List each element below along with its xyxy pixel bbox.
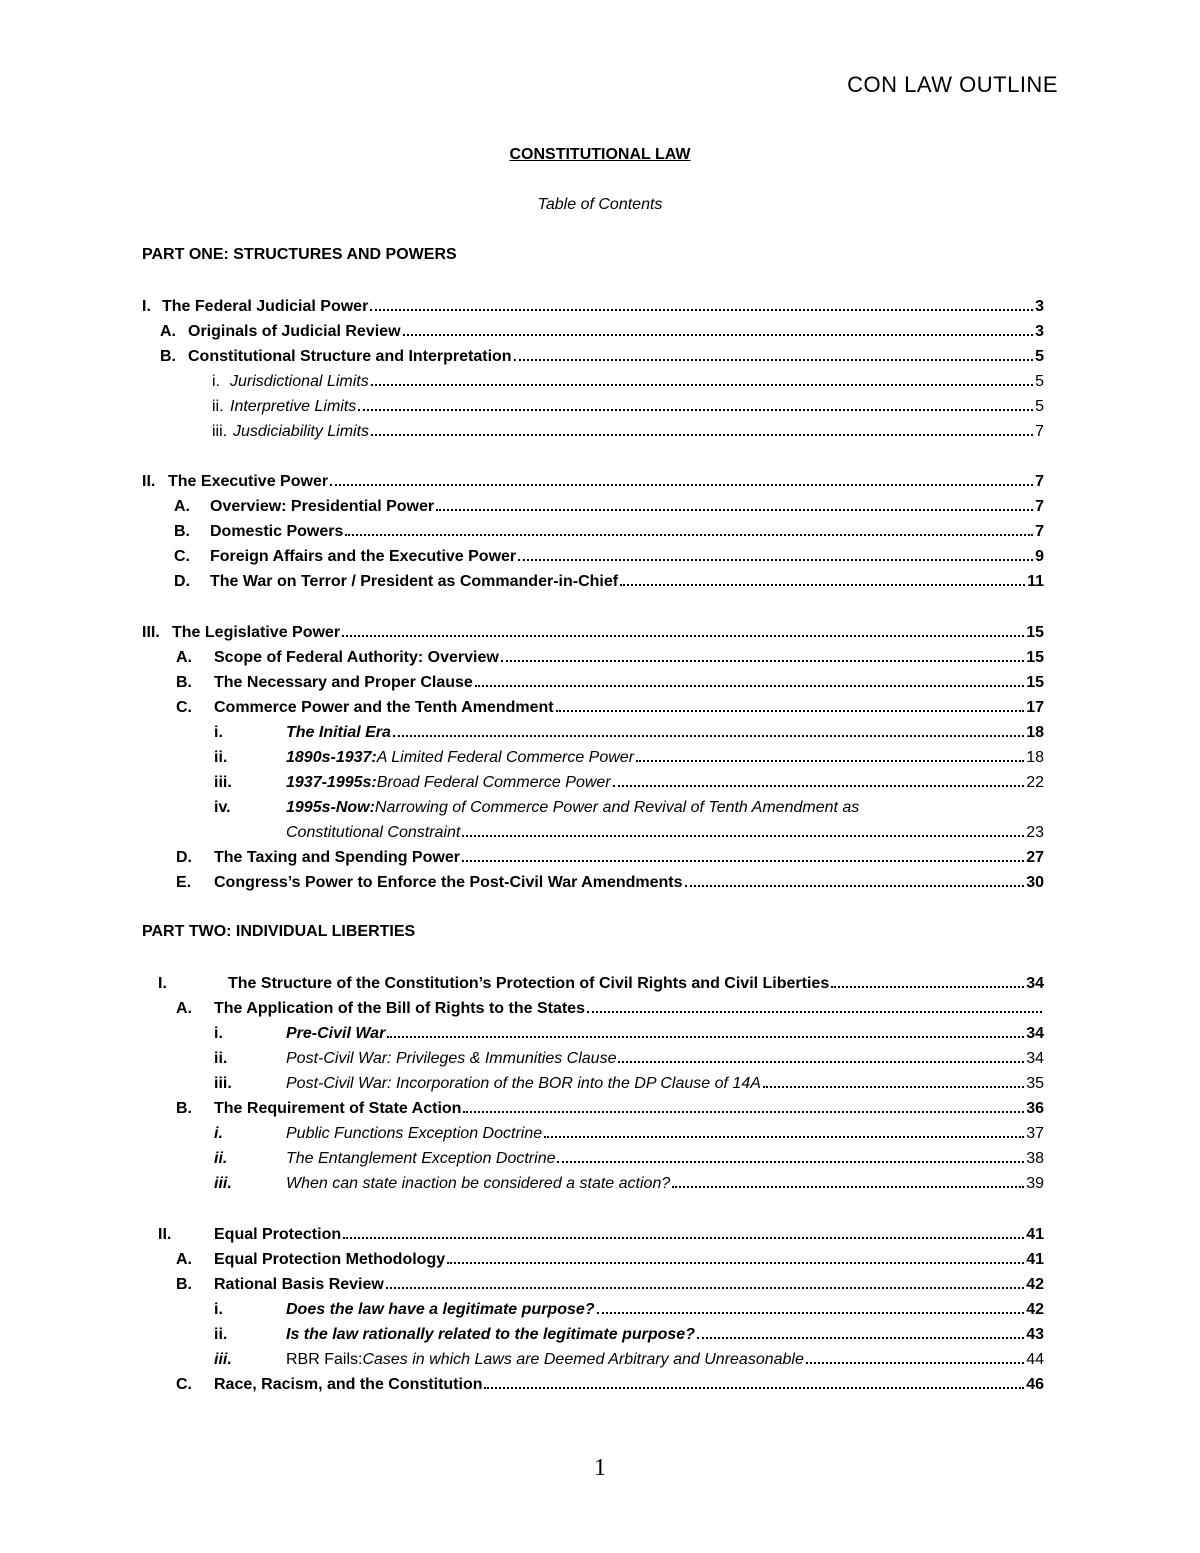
- toc-entry-rational-basis-review[interactable]: [176, 1274, 1044, 1296]
- toc-entry-number: A.: [174, 498, 190, 515]
- dot-leader: [763, 1086, 1024, 1088]
- toc-entry-title: Constitutional Constraint: [286, 824, 461, 841]
- toc-entry-number: C.: [174, 548, 190, 565]
- dot-leader: [544, 1136, 1024, 1138]
- document-subtitle: Table of Contents: [537, 196, 663, 213]
- toc-entry-title: Public Functions Exception Doctrine: [286, 1125, 543, 1142]
- toc-entry-page: 23: [1026, 824, 1044, 841]
- toc-entry-page: 30: [1026, 874, 1044, 891]
- toc-entry-page: 37: [1026, 1125, 1044, 1142]
- toc-entry-title: The Legislative Power: [172, 624, 341, 641]
- dot-leader: [387, 1036, 1024, 1038]
- toc-entry-title: When can state inaction be considered a state action?: [286, 1175, 671, 1192]
- page-number: 1: [594, 1455, 606, 1481]
- toc-entry-page: 35: [1026, 1075, 1044, 1092]
- toc-entry-number: B.: [176, 1100, 192, 1117]
- toc-entry-page: 22: [1026, 774, 1044, 791]
- toc-entry-number: iii.: [214, 1351, 232, 1368]
- toc-entry-page: 7: [1035, 498, 1044, 515]
- toc-entry-title: Is the law rationally related to the legitimate purpose?: [286, 1326, 695, 1343]
- dot-leader: [371, 434, 1033, 436]
- toc-entry-the-necessary-and-proper-clause[interactable]: [176, 672, 1044, 694]
- toc-entry-lead: 1890s-1937:: [286, 749, 377, 766]
- toc-entry-title: The Requirement of State Action: [214, 1100, 462, 1117]
- toc-entry-the-initial-era[interactable]: [214, 722, 1044, 744]
- toc-entry-page: 15: [1026, 624, 1044, 641]
- toc-entry-number: II.: [142, 473, 156, 490]
- dot-leader: [557, 1161, 1024, 1163]
- toc-entry-equal-protection-methodology[interactable]: [176, 1249, 1044, 1271]
- dot-leader: [436, 509, 1033, 511]
- toc-entry-title: Pre-Civil War: [286, 1025, 386, 1042]
- toc-entry-page: 44: [1026, 1351, 1044, 1368]
- toc-entry-number: D.: [174, 573, 190, 590]
- toc-entry-number: A.: [176, 1251, 192, 1268]
- dot-leader: [371, 384, 1033, 386]
- toc-entry-page: 5: [1035, 398, 1044, 415]
- dot-leader: [672, 1186, 1024, 1188]
- toc-entry-number: iii.: [214, 1175, 232, 1192]
- document-title: CONSTITUTIONAL LAW: [509, 146, 691, 163]
- toc-entry-title: Post-Civil War: Incorporation of the BOR into the DP Clause of 14A: [286, 1075, 761, 1092]
- toc-entry-overview-presidential-power[interactable]: [174, 496, 1044, 518]
- toc-entry-the-structure-of-the-constitution-s-prot[interactable]: [158, 973, 1044, 995]
- toc-entry-when-can-state-inaction-be-considered-a-[interactable]: [214, 1173, 1044, 1195]
- dot-leader: [462, 860, 1024, 862]
- dot-leader: [342, 635, 1024, 637]
- toc-entry-number: C.: [176, 699, 192, 716]
- dot-leader: [620, 584, 1025, 586]
- toc-entry-congress-s-power-to-enforce-the-post-civ[interactable]: [176, 872, 1044, 894]
- toc-entry-title: The Executive Power: [168, 473, 329, 490]
- toc-entry-the-taxing-and-spending-power[interactable]: [176, 847, 1044, 869]
- dot-leader: [685, 885, 1025, 887]
- toc-entry-jurisdictional-limits[interactable]: [212, 371, 1044, 393]
- toc-entry-domestic-powers[interactable]: [174, 521, 1044, 543]
- dot-leader: [393, 735, 1024, 737]
- toc-entry-page: 27: [1026, 849, 1044, 866]
- toc-entry-page: 3: [1035, 323, 1044, 340]
- toc-entry-title: Equal Protection Methodology: [214, 1251, 446, 1268]
- toc-entry-does-the-law-have-a-legitimate-purpose[interactable]: [214, 1299, 1044, 1321]
- dot-leader: [403, 334, 1034, 336]
- toc-entry-title: Does the law have a legitimate purpose?: [286, 1301, 595, 1318]
- toc-entry-page: 34: [1026, 1050, 1044, 1067]
- toc-entry-page: 39: [1026, 1175, 1044, 1192]
- dot-leader: [345, 534, 1033, 536]
- toc-entry-number: i.: [214, 1301, 223, 1318]
- toc-entry-number: B.: [176, 674, 192, 691]
- toc-entry-title: The Taxing and Spending Power: [214, 849, 460, 866]
- toc-entry-pre-civil-war[interactable]: [214, 1023, 1044, 1045]
- toc-entry-title: The Federal Judicial Power: [162, 298, 369, 315]
- toc-entry-page: 34: [1026, 1025, 1044, 1042]
- toc-entry-is-the-law-rationally-related-to-the-leg[interactable]: [214, 1324, 1044, 1346]
- toc-entry-number: ii.: [214, 749, 228, 766]
- toc-entry-number: B.: [176, 1276, 192, 1293]
- toc-entry-cases-in-which-laws-are-deemed-arbitrary[interactable]: [214, 1349, 1044, 1371]
- dot-leader: [343, 1237, 1024, 1239]
- toc-entry-title: Jurisdictional Limits: [230, 373, 369, 390]
- toc-entry-lead: RBR Fails:: [286, 1351, 363, 1368]
- toc-entry-the-requirement-of-state-action[interactable]: [176, 1098, 1044, 1120]
- toc-entry-the-legislative-power[interactable]: [142, 622, 1044, 644]
- toc-entry-page: 15: [1026, 649, 1044, 666]
- toc-entry-narrowing-of-commerce-power-and-revival-[interactable]: [214, 797, 859, 819]
- toc-entry-page: 15: [1026, 674, 1044, 691]
- part-two-heading: PART TWO: INDIVIDUAL LIBERTIES: [142, 923, 416, 940]
- toc-entry-title: Equal Protection: [214, 1226, 342, 1243]
- toc-entry-constitutional-constraint[interactable]: [214, 822, 1044, 844]
- toc-entry-page: 41: [1026, 1251, 1044, 1268]
- toc-entry-page: 18: [1026, 749, 1044, 766]
- toc-entry-the-executive-power[interactable]: [142, 471, 1044, 493]
- dot-leader: [831, 986, 1024, 988]
- dot-leader: [447, 1262, 1024, 1264]
- toc-entry-title: Congress’s Power to Enforce the Post-Civil War Amendments: [214, 874, 683, 891]
- toc-entry-post-civil-war-privileges-immunities-cla[interactable]: [214, 1048, 1044, 1070]
- toc-entry-page: 36: [1026, 1100, 1044, 1117]
- toc-entry-number: iii.: [212, 423, 228, 440]
- toc-entry-public-functions-exception-doctrine[interactable]: [214, 1123, 1044, 1145]
- toc-entry-number: A.: [176, 1000, 192, 1017]
- toc-entry-number: ii.: [214, 1326, 228, 1343]
- dot-leader: [514, 359, 1034, 361]
- toc-entry-lead: 1995s-Now:: [286, 799, 375, 816]
- toc-entry-title: Constitutional Structure and Interpretation: [188, 348, 512, 365]
- toc-entry-page: 38: [1026, 1150, 1044, 1167]
- dot-leader: [484, 1387, 1024, 1389]
- toc-entry-title: The War on Terror / President as Commander-in-Chief: [210, 573, 619, 590]
- toc-entry-title: Race, Racism, and the Constitution: [214, 1376, 483, 1393]
- toc-entry-number: ii.: [214, 1050, 228, 1067]
- toc-entry-title: Narrowing of Commerce Power and Revival of Tenth Amendment as: [374, 799, 860, 816]
- toc-entry-number: D.: [176, 849, 192, 866]
- toc-entry-the-war-on-terror-president-as-commander[interactable]: [174, 571, 1044, 593]
- toc-entry-title: Originals of Judicial Review: [188, 323, 401, 340]
- toc-entry-constitutional-structure-and-interpretat[interactable]: [160, 346, 1044, 368]
- toc-entry-number: B.: [160, 348, 176, 365]
- toc-entry-title: Cases in which Laws are Deemed Arbitrary and Unreasonable: [362, 1351, 804, 1368]
- toc-entry-number: I.: [158, 975, 167, 992]
- toc-entry-jusdiciability-limits[interactable]: [212, 421, 1044, 443]
- toc-entry-number: i.: [214, 1125, 223, 1142]
- toc-entry-page: 42: [1026, 1301, 1044, 1318]
- dot-leader: [618, 1061, 1024, 1063]
- toc-entry-page: 43: [1026, 1326, 1044, 1343]
- toc-entry-interpretive-limits[interactable]: [212, 396, 1044, 418]
- toc-entry-title: Jusdiciability Limits: [233, 423, 370, 440]
- dot-leader: [597, 1312, 1025, 1314]
- dot-leader: [358, 409, 1033, 411]
- toc-entry-post-civil-war-incorporation-of-the-bor-[interactable]: [214, 1073, 1044, 1095]
- toc-entry-page: 11: [1027, 573, 1044, 590]
- toc-entry-number: ii.: [212, 398, 224, 415]
- toc-entry-the-application-of-the-bill-of-rights-to[interactable]: [176, 998, 1044, 1020]
- toc-entry-title: Broad Federal Commerce Power: [376, 774, 611, 791]
- dot-leader: [462, 835, 1024, 837]
- toc-entry-page: 5: [1035, 348, 1044, 365]
- running-header: CON LAW OUTLINE: [847, 72, 1058, 97]
- dot-leader: [330, 484, 1033, 486]
- dot-leader: [806, 1362, 1024, 1364]
- toc-entry-number: B.: [174, 523, 190, 540]
- toc-entry-page: 42: [1026, 1276, 1044, 1293]
- toc-entry-title: Commerce Power and the Tenth Amendment: [214, 699, 554, 716]
- toc-entry-page: 5: [1035, 373, 1044, 390]
- toc-entry-number: iv.: [214, 799, 231, 816]
- dot-leader: [386, 1287, 1024, 1289]
- toc-entry-title: The Initial Era: [286, 724, 391, 741]
- toc-entry-number: i.: [214, 1025, 223, 1042]
- toc-entry-title: Overview: Presidential Power: [210, 498, 435, 515]
- toc-entry-title: The Entanglement Exception Doctrine: [286, 1150, 556, 1167]
- toc-entry-page: 17: [1026, 699, 1044, 716]
- toc-entry-page: 7: [1035, 423, 1044, 440]
- toc-entry-race-racism-and-the-constitution[interactable]: [176, 1374, 1044, 1396]
- toc-entry-scope-of-federal-authority-overview[interactable]: [176, 647, 1044, 669]
- dot-leader: [613, 785, 1025, 787]
- toc-entry-foreign-affairs-and-the-executive-power[interactable]: [174, 546, 1044, 568]
- dot-leader: [370, 309, 1033, 311]
- toc-entry-title: The Structure of the Constitution’s Protection of Civil Rights and Civil Liberties: [228, 975, 830, 992]
- toc-entry-title: Scope of Federal Authority: Overview: [214, 649, 499, 666]
- toc-entry-page: 7: [1035, 473, 1044, 490]
- toc-entry-title: Interpretive Limits: [230, 398, 357, 415]
- toc-entry-number: i.: [212, 373, 220, 390]
- toc-entry-broad-federal-commerce-power[interactable]: [214, 772, 1044, 794]
- part-one-heading: PART ONE: STRUCTURES AND POWERS: [142, 246, 457, 263]
- dot-leader: [475, 685, 1024, 687]
- dot-leader: [636, 760, 1024, 762]
- toc-entry-the-federal-judicial-power[interactable]: [142, 296, 1044, 318]
- toc-entry-page: 34: [1026, 975, 1044, 992]
- toc-entry-page: 9: [1035, 548, 1044, 565]
- toc-entry-number: E.: [176, 874, 192, 891]
- dot-leader: [556, 710, 1025, 712]
- toc-entry-the-entanglement-exception-doctrine[interactable]: [214, 1148, 1044, 1170]
- toc-entry-page: 41: [1026, 1226, 1044, 1243]
- toc-entry-title: A Limited Federal Commerce Power: [376, 749, 635, 766]
- toc-entry-title: The Necessary and Proper Clause: [214, 674, 473, 691]
- toc-entry-originals-of-judicial-review[interactable]: [160, 321, 1044, 343]
- toc-entry-title: Post-Civil War: Privileges & Immunities Clause: [286, 1050, 617, 1067]
- toc-entry-number: I.: [142, 298, 151, 315]
- toc-entry-page: 18: [1026, 724, 1044, 741]
- toc-entry-title: The Application of the Bill of Rights to the States: [214, 1000, 585, 1017]
- toc-entry-number: II.: [158, 1226, 172, 1243]
- toc-entry-number: i.: [214, 724, 223, 741]
- toc-entry-title: Rational Basis Review: [214, 1276, 384, 1293]
- dot-leader: [587, 1011, 1042, 1013]
- toc-entry-title: Foreign Affairs and the Executive Power: [210, 548, 517, 565]
- toc-entry-title: Domestic Powers: [210, 523, 344, 540]
- dot-leader: [697, 1337, 1024, 1339]
- toc-entry-commerce-power-and-the-tenth-amendment[interactable]: [176, 697, 1044, 719]
- dot-leader: [463, 1111, 1024, 1113]
- toc-entry-lead: 1937-1995s:: [286, 774, 377, 791]
- toc-entry-number: A.: [176, 649, 192, 666]
- toc-entry-number: ii.: [214, 1150, 228, 1167]
- toc-entry-page: 3: [1035, 298, 1044, 315]
- toc-entry-number: A.: [160, 323, 176, 340]
- toc-entry-number: iii.: [214, 1075, 232, 1092]
- toc-entry-number: III.: [142, 624, 160, 641]
- dot-leader: [518, 559, 1033, 561]
- toc-entry-page: 7: [1035, 523, 1044, 540]
- toc-entry-number: C.: [176, 1376, 192, 1393]
- toc-entry-page: 46: [1026, 1376, 1044, 1393]
- dot-leader: [501, 660, 1024, 662]
- toc-entry-a-limited-federal-commerce-power[interactable]: [214, 747, 1044, 769]
- toc-entry-number: iii.: [214, 774, 232, 791]
- toc-entry-equal-protection[interactable]: [158, 1224, 1044, 1246]
